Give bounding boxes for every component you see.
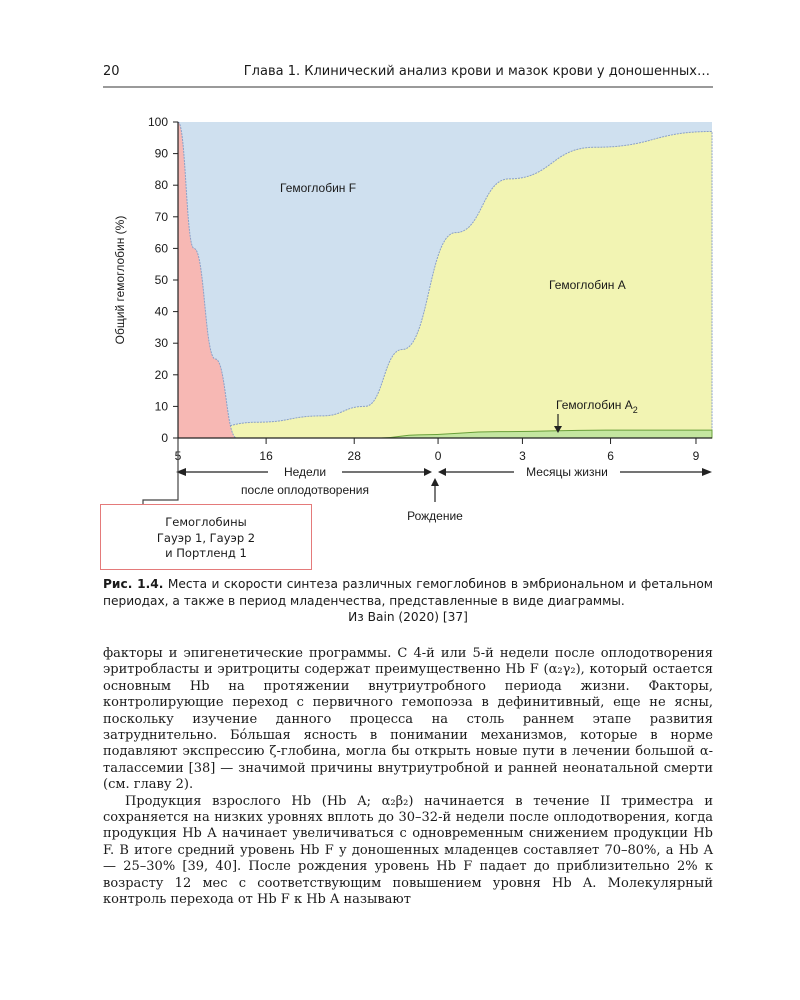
paragraph-2: Продукция взрослого Hb (Hb A; α₂β₂) начинается в течение II триместра и сохраняется на низких уровнях вплоть до 30–32-й недели после оплодотворения, когда продукция Hb A начинает увеличиваться с одновременным снижением продукции Hb F. В итоге средний уровень Hb F у доношенных младенцев составляет 70–80%, а Hb A — 25–30% [39, 40]. После рождения уровень Hb F падает до приблизительно 2% к возрасту 12 мес с соответствующим повышением уровня Hb A. Молекулярный контроль перехода от Hb F к Hb A называют <box>103 793 713 908</box>
months-label: Месяцы жизни <box>526 465 608 479</box>
hba2-label-main: Гемоглобин A <box>556 398 633 412</box>
body-text <box>103 646 713 909</box>
x-tick-label: 6 <box>607 449 614 463</box>
y-axis-label: Общий гемоглобин (%) <box>113 215 127 345</box>
birth-split-left <box>424 468 432 476</box>
y-tick-label: 90 <box>154 146 168 161</box>
weeks-label-2: после оплодотворения <box>241 483 369 497</box>
y-tick-label: 40 <box>154 304 168 319</box>
embryonic-connector <box>143 440 178 504</box>
weeks-label-1: Недели <box>283 465 327 479</box>
y-tick-label: 30 <box>154 336 168 351</box>
x-tick-label: 9 <box>692 449 700 463</box>
y-tick-label: 0 <box>161 431 168 445</box>
hbf-label: Гемоглобин F <box>280 181 357 195</box>
caption-source: Из Bain (2020) [37] <box>348 610 468 624</box>
embryonic-hb-box <box>100 504 312 570</box>
y-tick-label: 70 <box>154 209 168 224</box>
caption-main <box>103 576 713 609</box>
x-tick-label: 5 <box>174 449 182 463</box>
page-number: 20 <box>103 64 120 79</box>
months-arrow-head <box>702 468 712 476</box>
paragraph-1: факторы и эпигенетические программы. С 4-й или 5-й недели после оплодотворения эритробласты и эритроциты содержат преимущественно Hb F (α₂γ₂), который остается основным Hb на протяжении внутриутробного периода жизни. Факторы, контролирующие переход с первичного гемопоэза в дефинитивный, еще не ясны, поскольку изучение данного процесса на столь раннем этапе развития затруднительно. Бóльшая ясность в понимании механизмов, которые в норме подавляют экспрессию ζ-глобина, могла бы открыть новые пути в лечении большой α-талассемии [38] — значимой причины внутриутробной и ранней неонатальной смерти (см. главу 2). <box>103 646 713 793</box>
y-tick-label: 60 <box>154 241 168 256</box>
embryonic-box-line1: Гемоглобины <box>165 515 247 529</box>
chapter-title: Глава 1. Клинический анализ крови и мазок крови у доношенных… <box>243 64 710 79</box>
y-tick-label: 10 <box>154 399 168 414</box>
birth-split-right <box>438 468 446 476</box>
y-tick-label: 100 <box>147 115 168 129</box>
x-tick-label: 0 <box>434 449 442 463</box>
birth-arrow-head <box>431 478 439 486</box>
hba-label: Гемоглобин A <box>549 278 626 292</box>
y-tick-label: 50 <box>154 273 168 287</box>
x-tick-label: 28 <box>347 449 361 463</box>
birth-label: Рождение <box>407 509 463 523</box>
x-tick-label: 3 <box>519 449 526 463</box>
hba2-label-sub: 2 <box>632 405 638 415</box>
y-tick-label: 20 <box>154 367 168 382</box>
y-tick-label: 80 <box>154 178 168 193</box>
x-tick-label: 16 <box>259 449 273 463</box>
embryonic-box-line3: и Портленд 1 <box>165 546 247 560</box>
caption-label: Рис. 1.4. <box>103 577 164 591</box>
caption-text: Места и скорости синтеза различных гемоглобинов в эмбриональном и фетальном периодах, а также в период младенчества, представленные в виде диаграммы. <box>103 577 713 608</box>
embryonic-box-line2: Гауэр 1, Гауэр 2 <box>156 530 256 545</box>
figure-caption <box>103 576 713 626</box>
